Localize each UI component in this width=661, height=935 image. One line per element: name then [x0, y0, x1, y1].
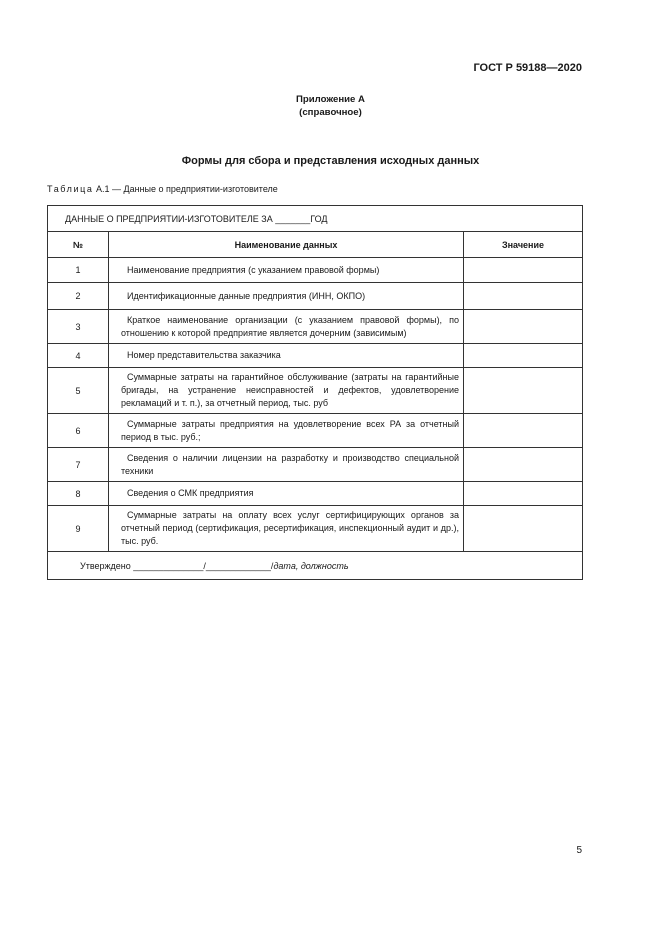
row-value-field[interactable]: [464, 448, 583, 482]
row-data-name-text: Номер представительства заказчика: [127, 350, 281, 360]
table-caption: [47, 184, 278, 194]
standard-designation: ГОСТ Р 59188—2020: [473, 62, 582, 74]
row-number: 8: [48, 482, 109, 506]
table-row: [48, 414, 583, 448]
row-value-field[interactable]: [464, 283, 583, 310]
table-title: ДАННЫЕ О ПРЕДПРИЯТИИ-ИЗГОТОВИТЕЛЕ ЗА _______ГОД: [48, 206, 583, 232]
row-data-name: [109, 283, 464, 310]
row-number: 6: [48, 414, 109, 448]
row-number: 2: [48, 283, 109, 310]
appendix-type: (справочное): [299, 107, 362, 118]
row-data-name: [109, 258, 464, 283]
row-data-name-text: Суммарные затраты на гарантийное обслуживание (затраты на гарантийные бригады, на устранение неисправностей и дефектов, удовлетворение рекламаций и т. п.), за отчетный период, тыс. руб: [121, 372, 459, 408]
row-value-field[interactable]: [464, 482, 583, 506]
table-row: [48, 310, 583, 344]
row-value-field[interactable]: [464, 258, 583, 283]
column-header-value: Значение: [464, 232, 583, 258]
page-number: 5: [576, 845, 582, 856]
table-caption-prefix: Таблица: [47, 184, 94, 194]
row-value-field[interactable]: [464, 310, 583, 344]
row-number: 1: [48, 258, 109, 283]
row-data-name-text: Сведения о наличии лицензии на разработку и производство специальной техники: [121, 452, 459, 476]
table-row: [48, 368, 583, 414]
approval-date-position: дата, должность: [273, 560, 349, 571]
approval-text: Утверждено ______________/_____________/: [80, 560, 274, 571]
row-value-field[interactable]: [464, 344, 583, 368]
row-data-name-text: Сведения о СМК предприятия: [127, 488, 254, 498]
appendix-block: [0, 93, 661, 119]
row-data-name: [109, 414, 464, 448]
row-data-name-text: Суммарные затраты на оплату всех услуг сертифицирующих органов за отчетный период (сертификация, ресертификация, инспекционный аудит и др.), тыс. руб.: [121, 510, 459, 546]
section-heading: Формы для сбора и представления исходных данных: [181, 155, 480, 167]
table-row: [48, 344, 583, 368]
row-data-name: [109, 482, 464, 506]
row-number: 5: [48, 368, 109, 414]
approval-line: [48, 552, 583, 580]
row-data-name-text: Идентификационные данные предприятия (ИНН, ОКПО): [127, 290, 366, 301]
row-data-name: [109, 310, 464, 344]
table-header-row: [48, 232, 583, 258]
row-data-name: [109, 344, 464, 368]
row-number: 7: [48, 448, 109, 482]
row-value-field[interactable]: [464, 414, 583, 448]
table-caption-text: А.1 — Данные о предприятии-изготовителе: [93, 184, 278, 194]
approval-row: [48, 552, 583, 580]
row-value-field[interactable]: [464, 368, 583, 414]
row-data-name-text: Наименование предприятия (с указанием правовой формы): [127, 264, 380, 275]
table-row: [48, 283, 583, 310]
row-data-name-text: Краткое наименование организации (с указанием правовой формы), по отношению к которой предприятие является дочерним (зависимым): [121, 314, 459, 338]
row-number: 3: [48, 310, 109, 344]
manufacturer-data-table: [47, 205, 583, 580]
table-row: [48, 258, 583, 283]
row-data-name: [109, 368, 464, 414]
table-row: [48, 448, 583, 482]
row-data-name: [109, 448, 464, 482]
row-data-name: [109, 506, 464, 552]
row-number: 4: [48, 344, 109, 368]
table-row: [48, 482, 583, 506]
row-data-name-text: Суммарные затраты предприятия на удовлетворение всех РА за отчетный период в тыс. руб.;: [121, 418, 459, 442]
column-header-number: №: [48, 232, 109, 258]
table-row: [48, 506, 583, 552]
appendix-title: Приложение А: [296, 94, 365, 105]
row-value-field[interactable]: [464, 506, 583, 552]
column-header-name: Наименование данных: [109, 232, 464, 258]
row-number: 9: [48, 506, 109, 552]
